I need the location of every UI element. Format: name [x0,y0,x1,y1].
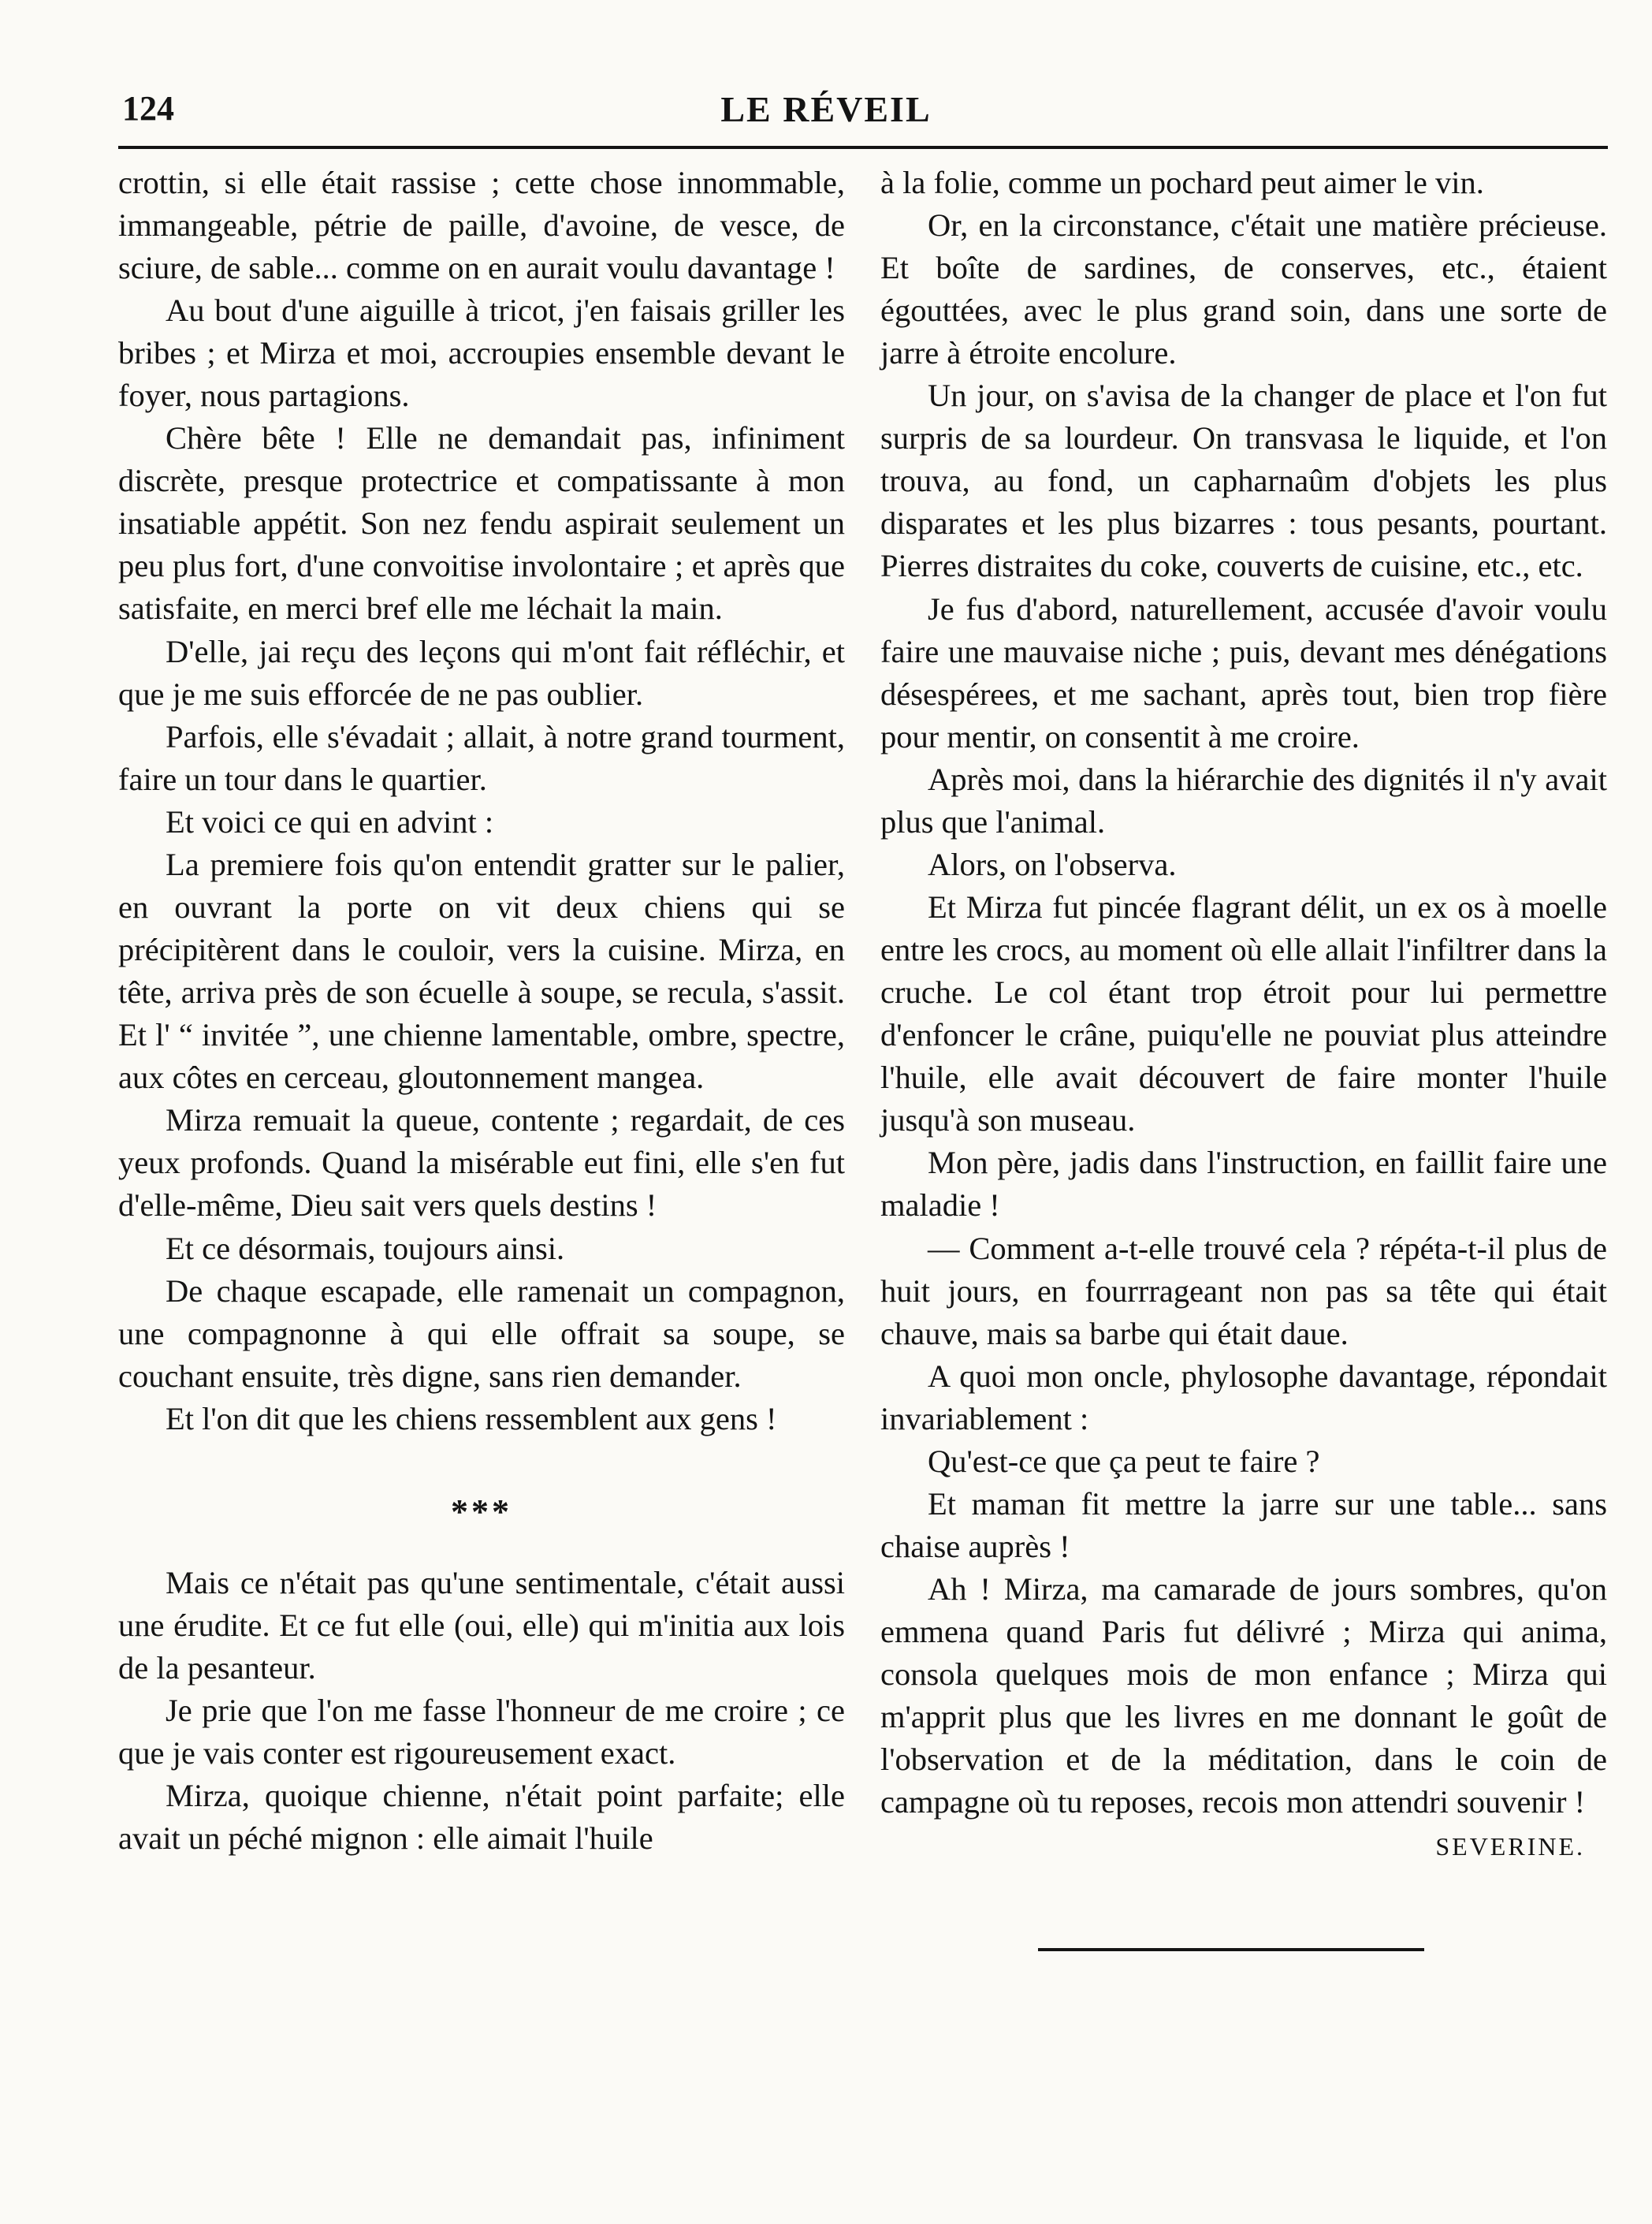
paragraph: D'elle, jai reçu des leçons qui m'ont fait réfléchir, et que je me suis efforcée de ne pas oublier. [118,633,845,712]
paragraph: Et l'on dit que les chiens ressemblent aux gens ! [166,1400,777,1436]
paragraph: Je fus d'abord, naturellement, accusée d'avoir voulu faire une mauvaise niche ; puis, devant mes dénégations désespérees, et me sachant, après tout, bien trop fière pour mentir, on consentit à me croire. [880,590,1607,754]
paragraph: Et Mirza fut pincée flagrant délit, un ex os à moelle entre les crocs, au moment où elle allait l'infiltrer dans la cruche. Le col étant trop étroit pour lui permettre d'enfoncer le crâne, puiqu'elle ne pouviat plus atteindre l'huile, elle avait découvert de faire monter l'huile jusqu'à son museau. [880,889,1607,1138]
paragraph: Et maman fit mettre la jarre sur une table... sans chaise auprès ! [880,1486,1607,1565]
paragraph: à la folie, comme un pochard peut aimer le vin. [880,165,1484,200]
paragraph: Après moi, dans la hiérarchie des dignités il n'y avait plus que l'animal. [880,761,1607,840]
paragraph: Qu'est-ce que ça peut te faire ? [928,1443,1320,1479]
paragraph: Parfois, elle s'évadait ; allait, à notre grand tourment, faire un tour dans le quartier. [118,718,845,797]
left-column [118,162,845,1860]
paragraph: Un jour, on s'avisa de la changer de place et l'on fut surpris de sa lourdeur. On transvasa le liquide, et l'on trouva, au fond, un capharnaûm d'objets les plus disparates et les plus bizarres : tous pesants, pourtant. Pierres distraites du coke, couverts de cuisine, etc., etc. [880,378,1607,584]
paragraph: Alors, on l'observa. [928,846,1177,882]
paragraph: Ah ! Mirza, ma camarade de jours sombres, qu'on emmena quand Paris fut délivré ; Mirza qui anima, consola quelques mois de mon enfance ; Mirza qui m'apprit plus que les livres en me donnant le goût de l'observation et de la méditation, dans le coin de campagne où tu reposes, recois mon attendri souvenir ! [880,1571,1607,1820]
header-rule [118,146,1608,149]
section-break-asterism: *** [451,1492,512,1531]
end-rule [1038,1948,1424,1951]
paragraph: A quoi mon oncle, phylosophe davantage, répondait invariablement : [880,1358,1607,1436]
paragraph: Et voici ce qui en advint : [166,803,494,840]
paragraph: La premiere fois qu'on entendit gratter sur le palier, en ouvrant la porte on vit deux chiens qui se précipitèrent dans le couloir, vers la cuisine. Mirza, en tête, arriva près de son écuelle à soupe, se recula, s'assit. Et l' “ invitée ”, une chienne lamentable, ombre, spectre, aux côtes en cerceau, gloutonnement mangea. [118,847,845,1096]
paragraph: Mirza, quoique chienne, n'était point parfaite; elle avait un péché mignon : elle aimait l'huile [118,1778,845,1857]
paragraph: Mais ce n'était pas qu'une sentimentale, c'était aussi une érudite. Et ce fut elle (oui, elle) qui m'initia aux lois de la pesanteur. [118,1564,845,1686]
paragraph: crottin, si elle était rassise ; cette chose innommable, immangeable, pétrie de paille, d'avoine, de vesce, de sciure, de sable... comme on en aurait voulu davantage ! [118,165,845,285]
paragraph: Et ce désormais, toujours ainsi. [166,1230,565,1266]
paragraph: Mirza remuait la queue, contente ; regardait, de ces yeux profonds. Quand la misérable eut fini, elle s'en fut d'elle-même, Dieu sait vers quels destins ! [118,1102,845,1224]
paragraph: Au bout d'une aiguille à tricot, j'en faisais griller les bribes ; et Mirza et moi, accroupies ensemble devant le foyer, nous partagions. [118,292,845,414]
paragraph: — Comment a-t-elle trouvé cela ? répéta-t-il plus de huit jours, en fourrrageant non pas sa tête qui était chauve, mais sa barbe qui était daue. [880,1230,1607,1351]
journal-title: LE RÉVEIL [720,89,932,129]
page-number: 124 [122,89,174,128]
author-signature: SEVERINE. [1435,1832,1585,1861]
paragraph: De chaque escapade, elle ramenait un compagnon, une compagnonne à qui elle offrait sa soupe, se couchant ensuite, très digne, sans rien demander. [118,1272,845,1394]
paragraph: Or, en la circonstance, c'était une matière précieuse. Et boîte de sardines, de conserves, etc., étaient égouttées, avec le plus grand soin, dans une sorte de jarre à étroite encolure. [880,207,1607,371]
right-column [880,162,1607,1951]
paragraph: Chère bête ! Elle ne demandait pas, infiniment discrète, presque protectrice et compatissante à mon insatiable appétit. Son nez fendu aspirait seulement un peu plus fort, d'une convoitise involontaire ; et après que satisfaite, en merci bref elle me léchait la main. [118,420,845,627]
paragraph: Mon père, jadis dans l'instruction, en faillit faire une maladie ! [880,1145,1607,1224]
paragraph: Je prie que l'on me fasse l'honneur de me croire ; ce que je vais conter est rigoureusement exact. [118,1693,845,1771]
